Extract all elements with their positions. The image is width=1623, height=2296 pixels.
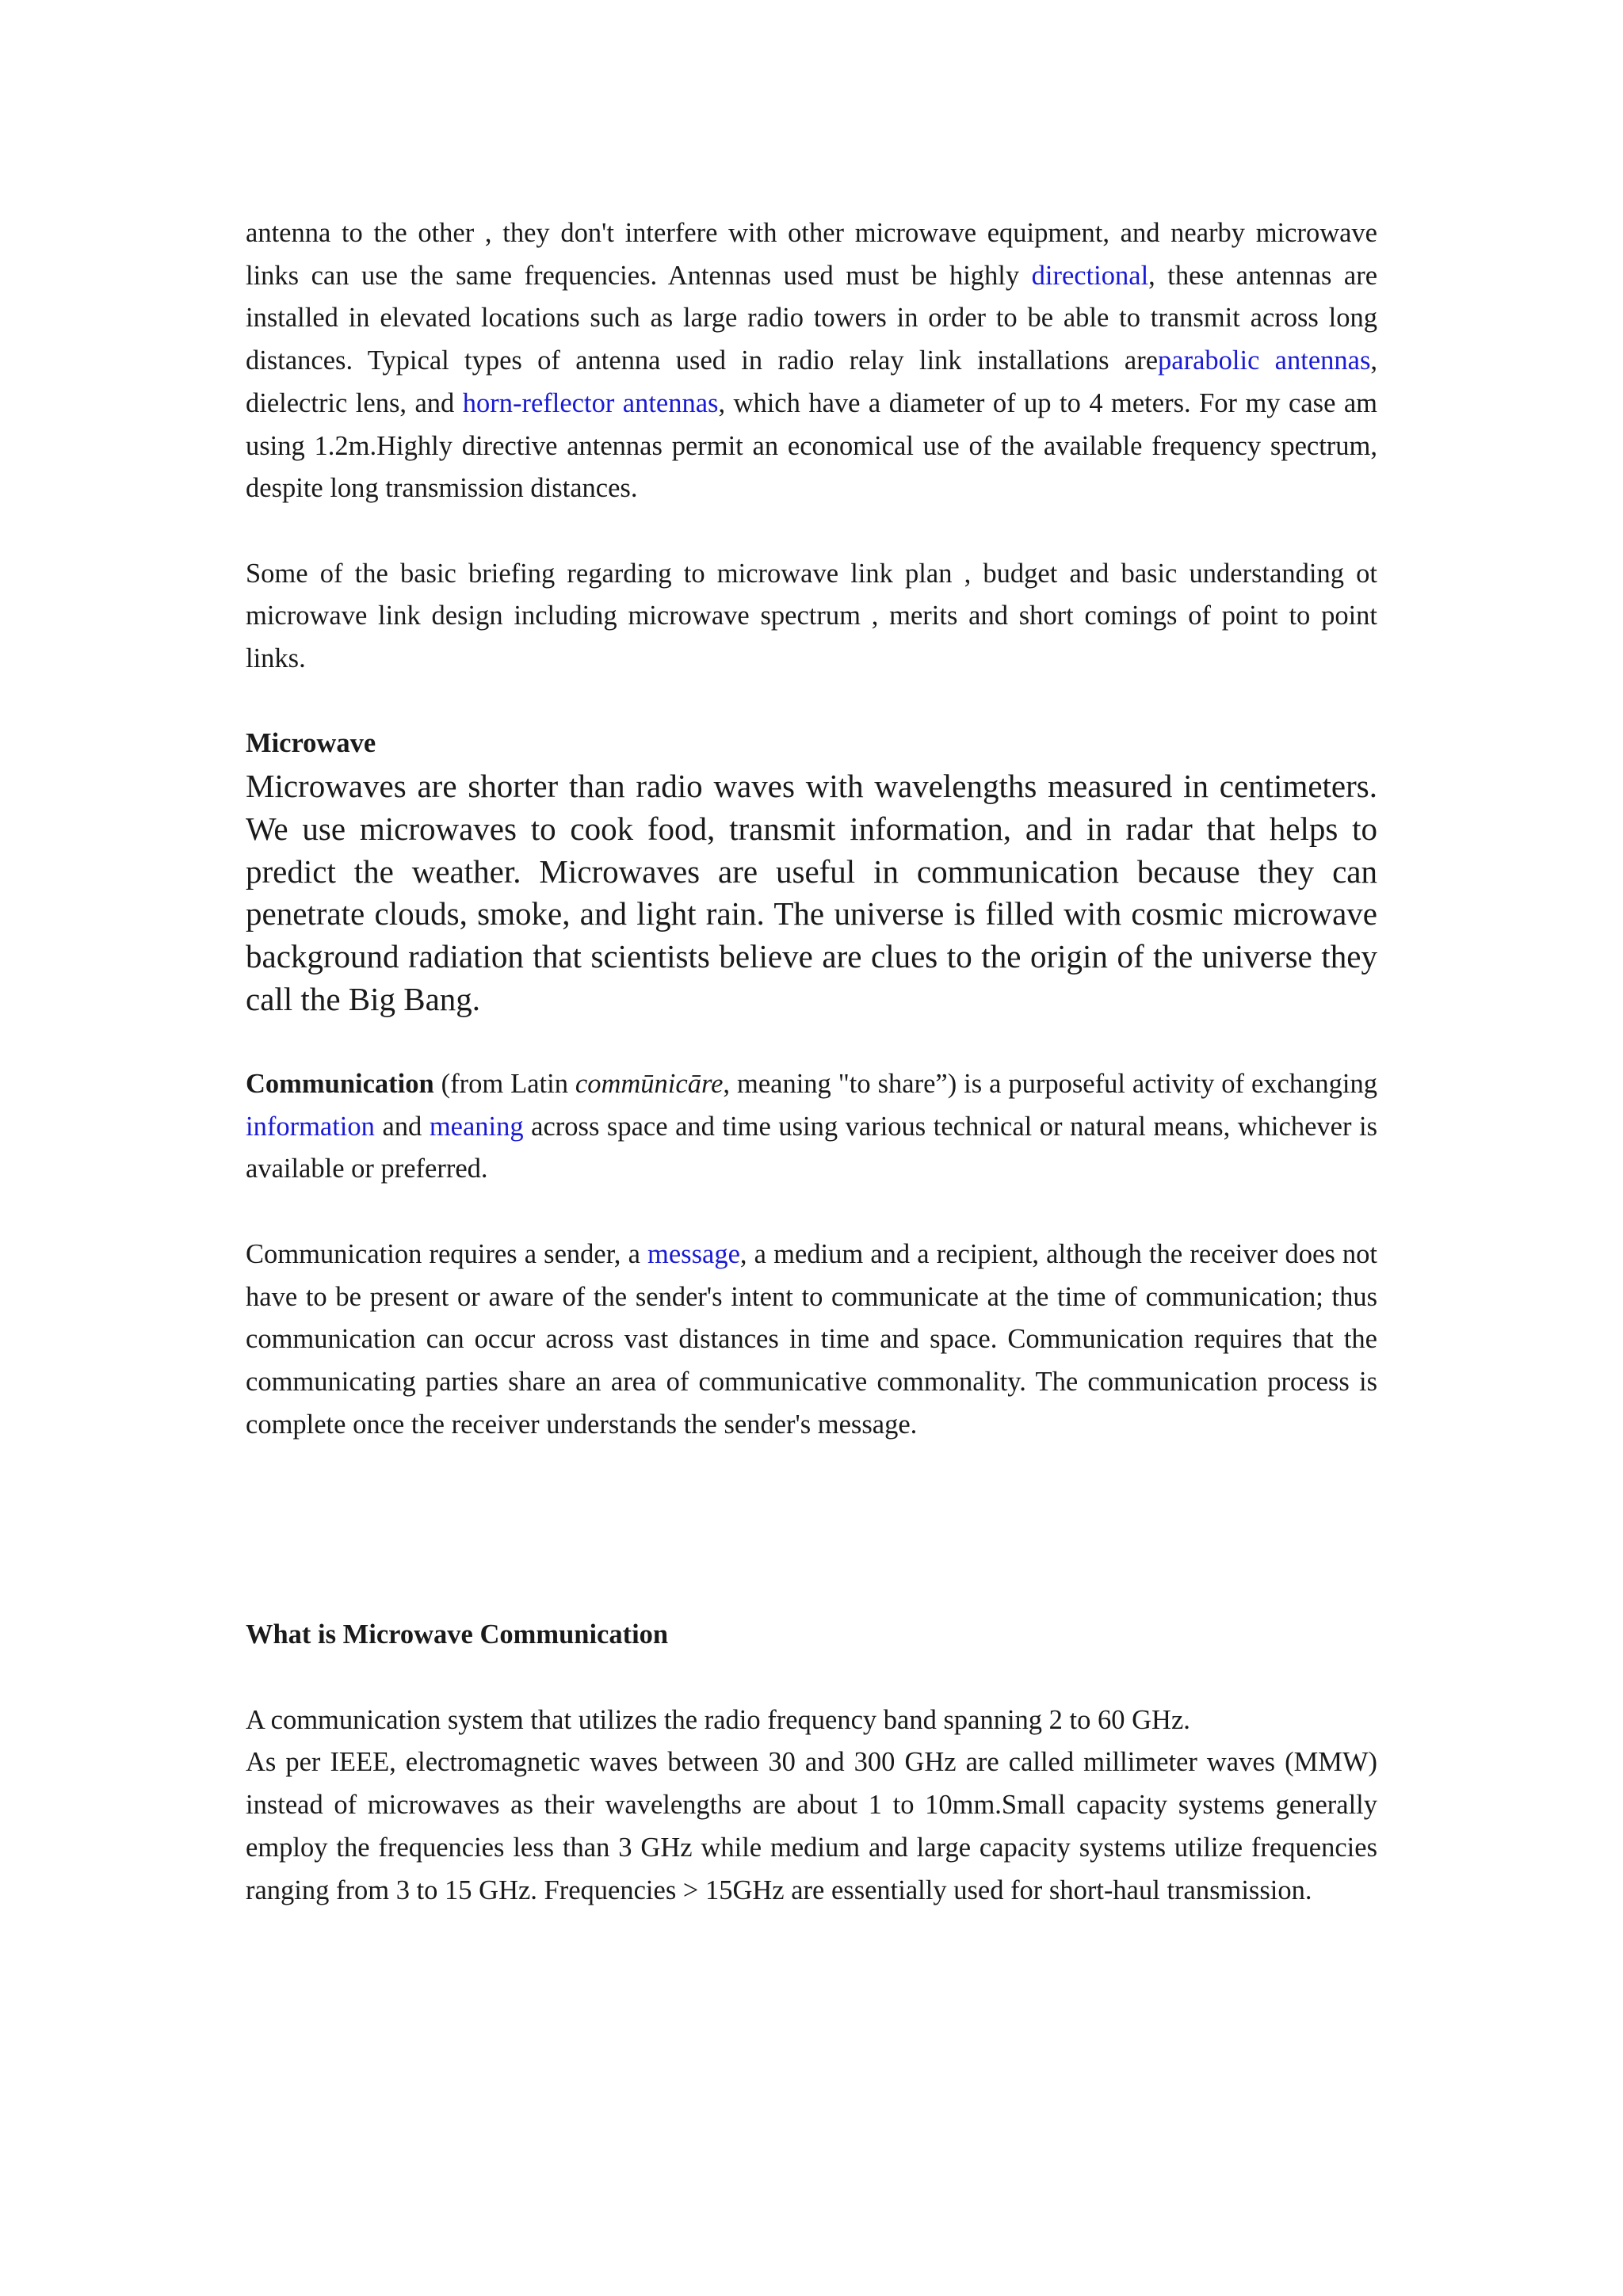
requirements-paragraph — [246, 1234, 1377, 1447]
latin-term: commūnicāre — [575, 1069, 724, 1100]
communication-text-2: , meaning "to share”) is a purposeful activity of exchanging — [723, 1069, 1377, 1100]
document-page — [246, 212, 1377, 1912]
link-message[interactable]: message — [647, 1238, 740, 1269]
spacer — [246, 1191, 1377, 1234]
antenna-text-2: , these antennas are installed in elevated locations such as large radio towers in order to be able to transmit across long distances. Typical types of antenna used in radio relay link installations are — [246, 260, 1378, 376]
link-directional[interactable]: directional — [1031, 260, 1149, 291]
antenna-text-4: , which have a diameter of up to 4 meters. For my case am using 1.2m.Highly directive antennas permit an economical use of the available frequency spectrum, despite long transmission distances. — [246, 387, 1377, 504]
microwave-paragraph: Microwaves are shorter than radio waves with wavelengths measured in centimeters. We use microwaves to cook food, transmit information, and in radar that helps to predict the weather. Microwaves are useful in communication because they can penetrate clouds, smoke, and light rain. The universe is filled with cosmic microwave background radiation that scientists believe are clues to the origin of the universe they call the Big Bang. — [246, 768, 1377, 1017]
spacer — [246, 1020, 1377, 1063]
ieee-paragraph: As per IEEE, electromagnetic waves between 30 and 300 GHz are called millimeter waves (MMW) instead of microwaves as their wavelengths are about 1 to 10mm.Small capacity systems generally employ the frequencies less than 3 GHz while medium and large capacity systems utilize frequencies ranging from 3 to 15 GHz. Frequencies > 15GHz are essentially used for short-haul transmission. — [246, 1747, 1377, 1905]
communication-text-3: and — [374, 1111, 430, 1142]
link-parabolic-antennas[interactable]: parabolic antennas — [1158, 345, 1371, 376]
antenna-text-1: antenna to the other , they don't interfere with other microwave equipment, and nearby microwave links can use the same frequencies. Antennas used must be highly — [246, 218, 1377, 291]
link-meaning[interactable]: meaning — [429, 1111, 524, 1142]
antenna-text-3: , dielectric lens, and — [246, 345, 1378, 418]
frequency-band-line: A communication system that utilizes the radio frequency band spanning 2 to 60 GHz. — [246, 1704, 1190, 1735]
communication-paragraph — [246, 1063, 1377, 1191]
requirements-text-2: , a medium and a recipient, although the receiver does not have to be present or aware of the sender's intent to communicate at the time of communication; thus communication can occur across vast distances in time and space. Communication requires that the communicating parties share an area of communicative commonality. The communication process is complete once the receiver understands the sender's message. — [246, 1238, 1377, 1440]
communication-text-1: (from Latin — [433, 1069, 575, 1100]
spacer — [246, 681, 1377, 723]
communication-text-4: across space and time using various technical or natural means, whichever is available or preferred. — [246, 1111, 1377, 1184]
requirements-text-1: Communication requires a sender, a — [246, 1238, 648, 1269]
link-information[interactable]: information — [246, 1111, 375, 1142]
microwave-heading: Microwave — [246, 728, 376, 759]
spacer — [246, 1446, 1377, 1614]
microwave-communication-heading: What is Microwave Communication — [246, 1619, 669, 1650]
antenna-paragraph — [246, 212, 1377, 510]
spacer — [246, 1657, 1377, 1699]
spacer — [246, 510, 1377, 553]
briefing-paragraph: Some of the basic briefing regarding to microwave link plan , budget and basic understanding ot microwave link design including microwave spectrum , merits and short comings of point to point links. — [246, 558, 1377, 674]
link-horn-reflector-antennas[interactable]: horn-reflector antennas — [462, 387, 719, 418]
communication-term: Communication — [246, 1069, 434, 1100]
